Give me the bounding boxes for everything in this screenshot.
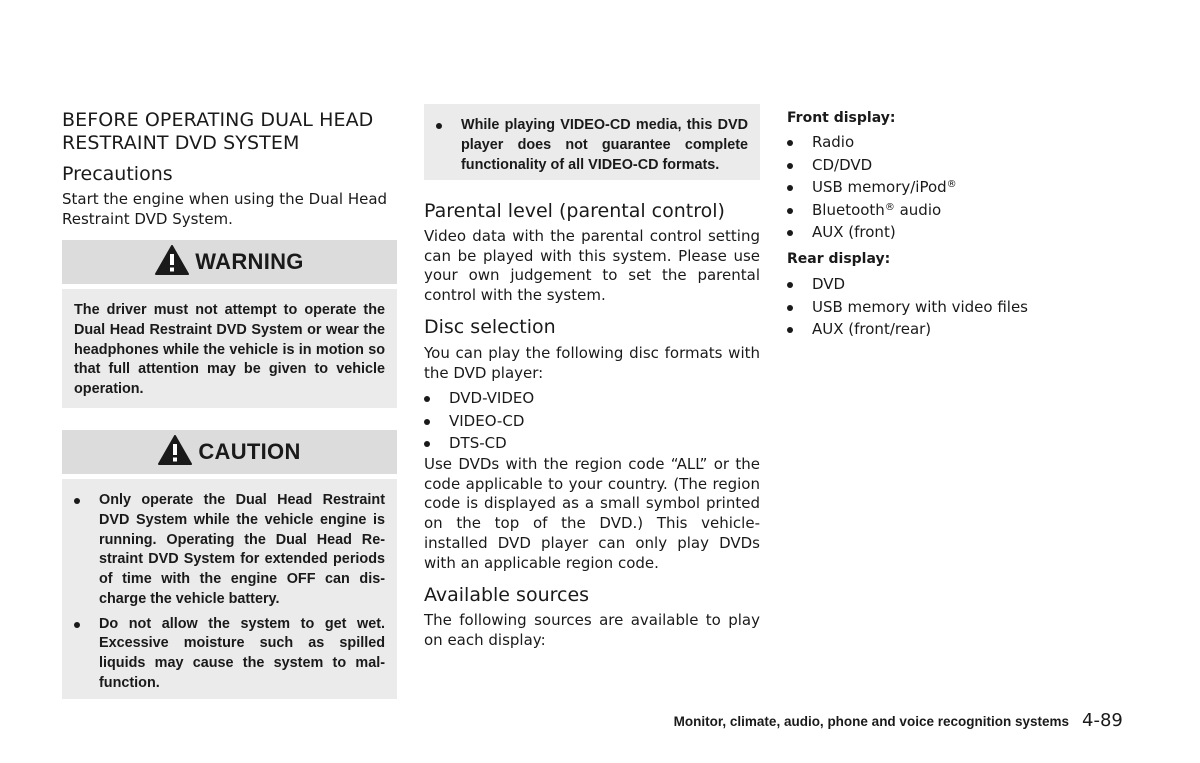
list-item: AUX (front/rear) [787,318,1117,341]
warning-text: The driver must not attempt to operate the Dual Head Restraint DVD System or wear the headphones while the vehicle is in motion so that full attention may be given to vehicle operation. [74,302,385,398]
bullet-icon [787,305,793,311]
front-display-list [787,131,1117,244]
bullet-icon [787,185,793,191]
list-item: USB memory with video files [787,296,1117,319]
parental-heading: Parental level (parental control) [424,200,725,222]
note-list [436,116,748,180]
list-item: AUX (front) [787,221,1117,244]
list-item: DVD-VIDEO [424,387,760,410]
disc-heading: Disc selection [424,316,556,338]
bullet-icon [436,123,442,129]
list-item: Do not allow the system to get wet. Excessive moisture such as spilled liquids may cause the system to mal-function. [74,615,385,694]
list-item: DTS-CD [424,432,760,455]
disc-intro: You can play the following disc formats with the DVD player: [424,344,760,382]
caution-header [62,430,397,474]
warning-header [62,240,397,284]
list-item: VIDEO-CD [424,410,760,433]
bullet-icon [424,441,430,447]
sources-text: The following sources are available to play on each display: [424,611,760,649]
bullet-icon [787,208,793,214]
warning-triangle-icon [158,435,192,469]
warning-title: WARNING [195,249,304,274]
bullet-icon [74,498,80,504]
registered-mark: ® [884,201,895,213]
disc-format-list [424,387,760,455]
list-item: USB memory/iPod® [787,176,1117,199]
caution-title: CAUTION [198,439,301,464]
section-title: BEFORE OPERATING DUAL HEAD RESTRAINT DVD SYSTEM [62,109,374,154]
bullet-icon [424,419,430,425]
list-item: Radio [787,131,1117,154]
bullet-icon [787,140,793,146]
front-display-label: Front display: [787,110,896,126]
page-number: 4-89 [1082,710,1123,731]
list-item: Bluetooth® audio [787,199,1117,222]
rear-display-list [787,273,1117,341]
list-item: CD/DVD [787,154,1117,177]
bullet-icon [787,327,793,333]
bullet-icon [74,622,80,628]
sources-heading: Available sources [424,584,590,606]
footer-chapter: Monitor, climate, audio, phone and voice recognition systems [673,714,1069,729]
parental-text: Video data with the parental control setting can be played with this system. Please use your own judgement to set the parental control with the system. [424,227,760,305]
registered-mark: ® [946,179,957,191]
caution-list [74,491,385,699]
bullet-icon [424,396,430,402]
list-item: Only operate the Dual Head Restraint DVD System while the vehicle engine is running. Operating the Dual Head Re-straint DVD System for extended periods of time with the engine OFF can dis-charge the vehicle battery. [74,491,385,610]
precautions-text: Start the engine when using the Dual Head Restraint DVD System. [62,190,388,228]
precautions-heading: Precautions [62,163,173,185]
rear-display-label: Rear display: [787,251,891,267]
list-item: While playing VIDEO-CD media, this DVD player does not guarantee complete functionality of all VIDEO-CD formats. [436,116,748,175]
bullet-icon [787,282,793,288]
bullet-icon [787,163,793,169]
region-text: Use DVDs with the region code “ALL” or the code applicable to your country. (The region code is displayed as a small symbol printed on the top of the DVD.) This vehicle-installed DVD player can only play DVDs with an applicable region code. [424,455,760,572]
bullet-icon [787,230,793,236]
list-item: DVD [787,273,1117,296]
warning-triangle-icon [155,245,189,279]
